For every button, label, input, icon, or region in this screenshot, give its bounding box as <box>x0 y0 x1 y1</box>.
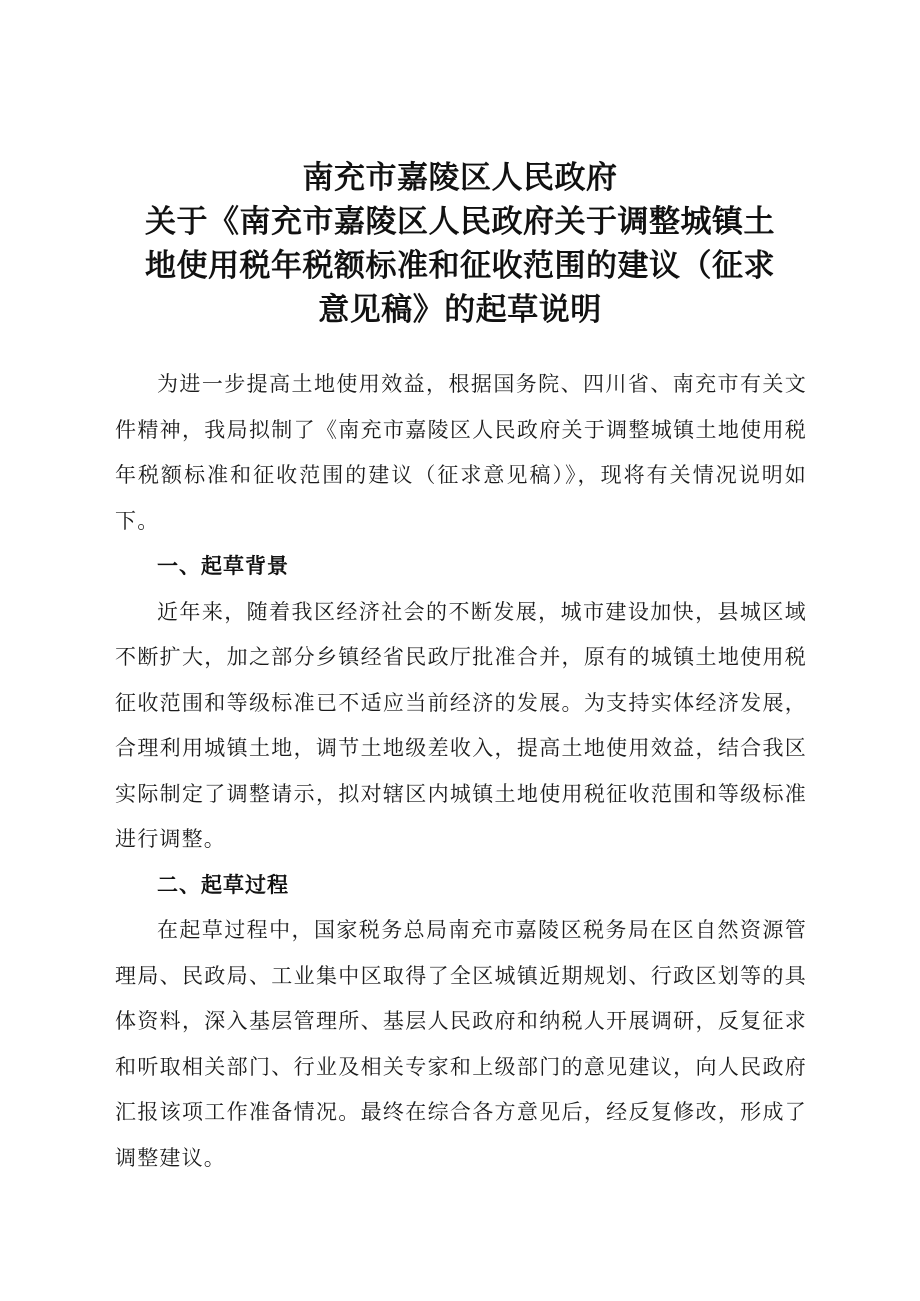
section-heading-background: 一、起草背景 <box>157 554 289 578</box>
title-line: 地使用税年税额标准和征收范围的建议（征求 <box>145 248 775 284</box>
title-line: 南充市嘉陵区人民政府 <box>302 160 618 196</box>
section-body-process: 在起草过程中，国家税务总局南充市嘉陵区税务局在区自然资源管理局、民政局、工业集中区取得了全区城镇近期规划、行政区划等的具体资料，深入基层管理所、基层人民政府和纳税人开展调研，反复征求和听取相关部门、行业及相关专家和上级部门的意见建议，向人民政府汇报该项工作准备情况。最终在综合各方意见后，经反复修改，形成了调整建议。 <box>115 918 807 1170</box>
title-line: 意见稿》的起草说明 <box>318 292 602 328</box>
section-heading-process: 二、起草过程 <box>157 872 289 897</box>
section-body-background: 近年来，随着我区经济社会的不断发展，城市建设加快，县城区域不断扩大，加之部分乡镇经省民政厅批准合并，原有的城镇土地使用税征收范围和等级标准已不适应当前经济的发展。为支持实体经济发展，合理利用城镇土地，调节土地级差收入，提高土地使用效益，结合我区实际制定了调整请示，拟对辖区内城镇土地使用税征收范围和等级标准进行调整。 <box>115 599 807 851</box>
title-line: 关于《南充市嘉陵区人民政府关于调整城镇土 <box>145 204 775 240</box>
document-body <box>115 362 807 1181</box>
intro-paragraph: 为进一步提高土地使用效益，根据国务院、四川省、南充市有关文件精神，我局拟制了《南充市嘉陵区人民政府关于调整城镇土地使用税年税额标准和征收范围的建议（征求意见稿）》，现将有关情况说明如下。 <box>115 372 807 533</box>
document-title <box>110 156 810 332</box>
